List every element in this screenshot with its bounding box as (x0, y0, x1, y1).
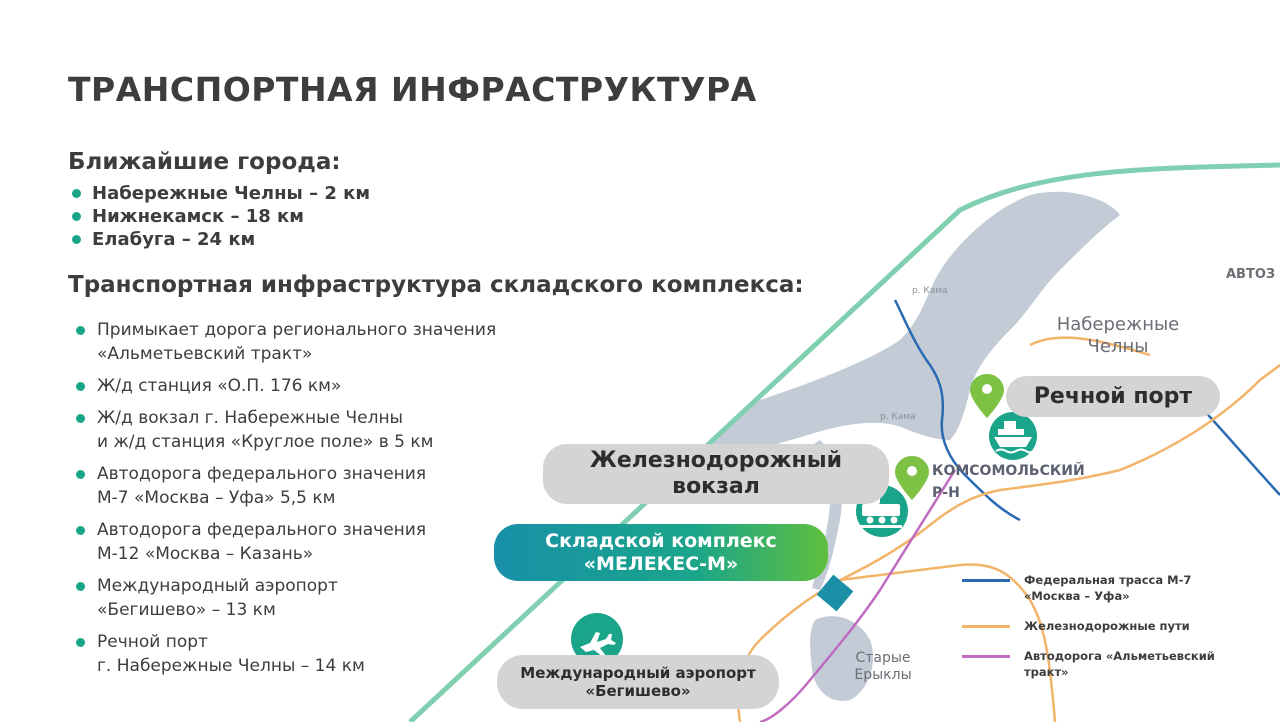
legend-swatch (962, 625, 1010, 628)
callout-line: Складской комплекс (545, 529, 777, 552)
callout-warehouse-complex (494, 524, 828, 581)
ship-icon (989, 412, 1037, 460)
legend-item (962, 572, 1262, 604)
legend-swatch (962, 655, 1010, 658)
village-label-staryie (848, 650, 918, 684)
map-legend (962, 572, 1262, 694)
infra-line: М-12 «Москва – Казань» (97, 544, 314, 564)
legend-item (962, 648, 1262, 680)
infra-line: г. Набережные Челны – 14 км (97, 656, 365, 676)
infra-line: Международный аэропорт (97, 576, 338, 596)
infra-line: Ж/д станция «О.П. 176 км» (97, 376, 342, 396)
infra-line: «Бегишево» – 13 км (97, 600, 276, 620)
infra-line: и ж/д станция «Круглое поле» в 5 км (97, 432, 434, 452)
river-label: р. Кама (880, 412, 916, 422)
legend-line: Автодорога «Альметьевский (1024, 649, 1215, 663)
river-label: р. Кама (912, 286, 948, 296)
city-label: Елабуга – 24 км (92, 229, 256, 250)
callout-line: Железнодорожный (589, 448, 843, 473)
infra-line: М-7 «Москва – Уфа» 5,5 км (97, 488, 336, 508)
label-line: Набережные (1056, 314, 1180, 335)
label-line: Ерыклы (854, 667, 912, 683)
city-label-chelny (1048, 314, 1188, 358)
label-line: Челны (1087, 336, 1149, 357)
city-label: Нижнекамск – 18 км (92, 206, 304, 227)
callout-line: «Бегишево» (585, 682, 691, 700)
infra-line: Автодорога федерального значения (97, 520, 427, 540)
city-label: Набережные Челны – 2 км (92, 183, 371, 204)
legend-line: Федеральная трасса М-7 (1024, 573, 1192, 587)
legend-item (962, 618, 1262, 634)
callout-line: вокзал (672, 474, 760, 499)
infra-line: «Альметьевский тракт» (97, 344, 313, 364)
callout-railway-station (543, 444, 889, 504)
legend-line: тракт» (1024, 665, 1069, 679)
cities-heading: Ближайшие города: (68, 149, 341, 175)
callout-airport (497, 655, 779, 709)
legend-line: Железнодорожные пути (1024, 619, 1190, 633)
callout-line: Международный аэропорт (520, 664, 756, 682)
label-line: Старые (855, 650, 911, 666)
infra-line: Ж/д вокзал г. Набережные Челны (97, 408, 403, 428)
callout-line: «МЕЛЕКЕС-М» (583, 552, 739, 575)
district-label-komsomol: КОМСОМОЛЬСКИЙ Р-Н (932, 463, 1085, 501)
district-label-avtoz: АВТОЗ (1226, 267, 1276, 282)
infra-line: Автодорога федерального значения (97, 464, 427, 484)
legend-line: «Москва – Уфа» (1024, 589, 1130, 603)
page-title: ТРАНСПОРТНАЯ ИНФРАСТРУКТУРА (68, 70, 757, 109)
infra-line: Речной порт (97, 632, 208, 652)
infra-heading: Транспортная инфраструктура складского комплекса: (68, 272, 804, 298)
infra-line: Примыкает дорога регионального значения (97, 320, 497, 340)
legend-swatch (962, 579, 1010, 582)
callout-river-port: Речной порт (1006, 376, 1220, 417)
